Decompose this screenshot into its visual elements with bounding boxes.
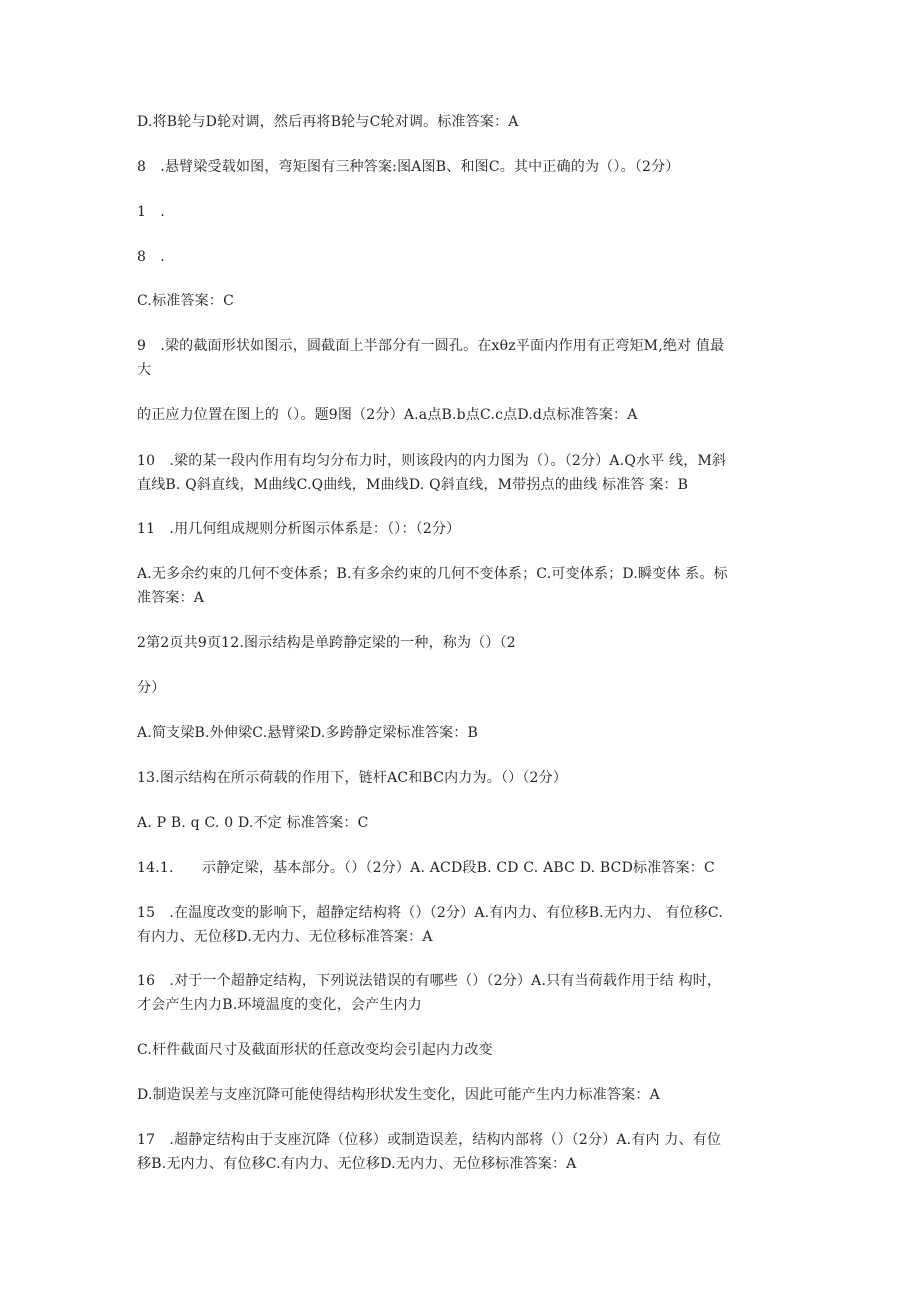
list-item-1: 1 . — [137, 204, 165, 220]
question-15-text-line-1: 15 .在温度改变的影响下，超静定结构将（）（2分）A.有内力、有位移B.无内力、 有位移C. — [137, 905, 723, 921]
question-8-text: 8 .悬臂梁受载如图，弯矩图有三种答案:图A图B、和图C。其中正确的为（）。（2分） — [137, 159, 680, 175]
question-12-text-line-1: 2第2页共9页12.图示结构是单跨静定梁的一种，称为（）（2 — [137, 635, 516, 651]
question-16-text-line-1: 16 .对于一个超静定结构，下列说法错误的有哪些（）（2分）A.只有当荷载作用于结 构时， — [137, 973, 722, 989]
question-13-text: 13.图示结构在所示荷载的作用下，链杆AC和BC内力为。（）（2分） — [137, 770, 568, 786]
question-8-answer: C.标准答案：C — [137, 293, 234, 309]
text-line-d-option-answer: D.将B轮与D轮对调，然后再将B轮与C轮对调。标准答案：A — [137, 114, 519, 130]
question-9-text-line-3: 的正应力位置在图上的（）。题9图（2分）A.a点B.b点C.c点D.d点标准答案：A — [137, 407, 638, 423]
question-10-text-line-2: 直线B. Q斜直线，M曲线C.Q曲线，M曲线D. Q斜直线，M带拐点的曲线 标准答 案：B — [137, 477, 689, 493]
question-17-text-line-1: 17 .超静定结构由于支座沉降（位移）或制造误差，结构内部将（）（2分）A.有内 力、有位 — [137, 1132, 722, 1148]
question-9-text-line-2: 大 — [137, 362, 152, 378]
question-16-text-line-2: 才会产生内力B.环境温度的变化，会产生内力 — [137, 997, 422, 1013]
question-17-text-line-2: 移B.无内力、有位移C.有内力、无位移D.无内力、无位移标准答案：A — [137, 1156, 577, 1172]
question-14-text: 14.1. 示静定梁，基本部分。（）（2分）A. ACD段B. CD C. ABC D. BCD标准答案：C — [137, 860, 715, 876]
list-item-8: 8 . — [137, 249, 165, 265]
question-11-options-line-2: 准答案：A — [137, 590, 205, 606]
question-11-options-line-1: A.无多余约束的几何不变体系；B.有多余约束的几何不变体系；C.可变体系；D.瞬变体 系。标 — [137, 566, 728, 582]
question-12-options: A.简支梁B.外伸梁C.悬臂梁D.多跨静定梁标准答案：B — [137, 725, 479, 741]
question-16-option-c: C.杆件截面尺寸及截面形状的任意改变均会引起内力改变 — [137, 1042, 493, 1058]
question-12-text-line-2: 分） — [137, 680, 166, 696]
question-13-options: A. P B. q C. 0 D.不定 标准答案：C — [137, 815, 369, 831]
question-16-option-d: D.制造误差与支座沉降可能使得结构形状发生变化，因此可能产生内力标准答案：A — [137, 1087, 660, 1103]
question-11-text: 11 .用几何组成规则分析图示体系是：（）：（2分） — [137, 521, 461, 537]
question-9-text-line-1: 9 .梁的截面形状如图示，圆截面上半部分有一圆孔。在xθz平面内作用有正弯矩M,绝对 值最 — [137, 338, 725, 354]
question-10-text-line-1: 10 .梁的某一段内作用有均匀分布力时，则该段内的内力图为（）。（2分）A.Q水平 线，M斜 — [137, 453, 727, 469]
question-15-text-line-2: 有内力、无位移D.无内力、无位移标准答案：A — [137, 929, 433, 945]
